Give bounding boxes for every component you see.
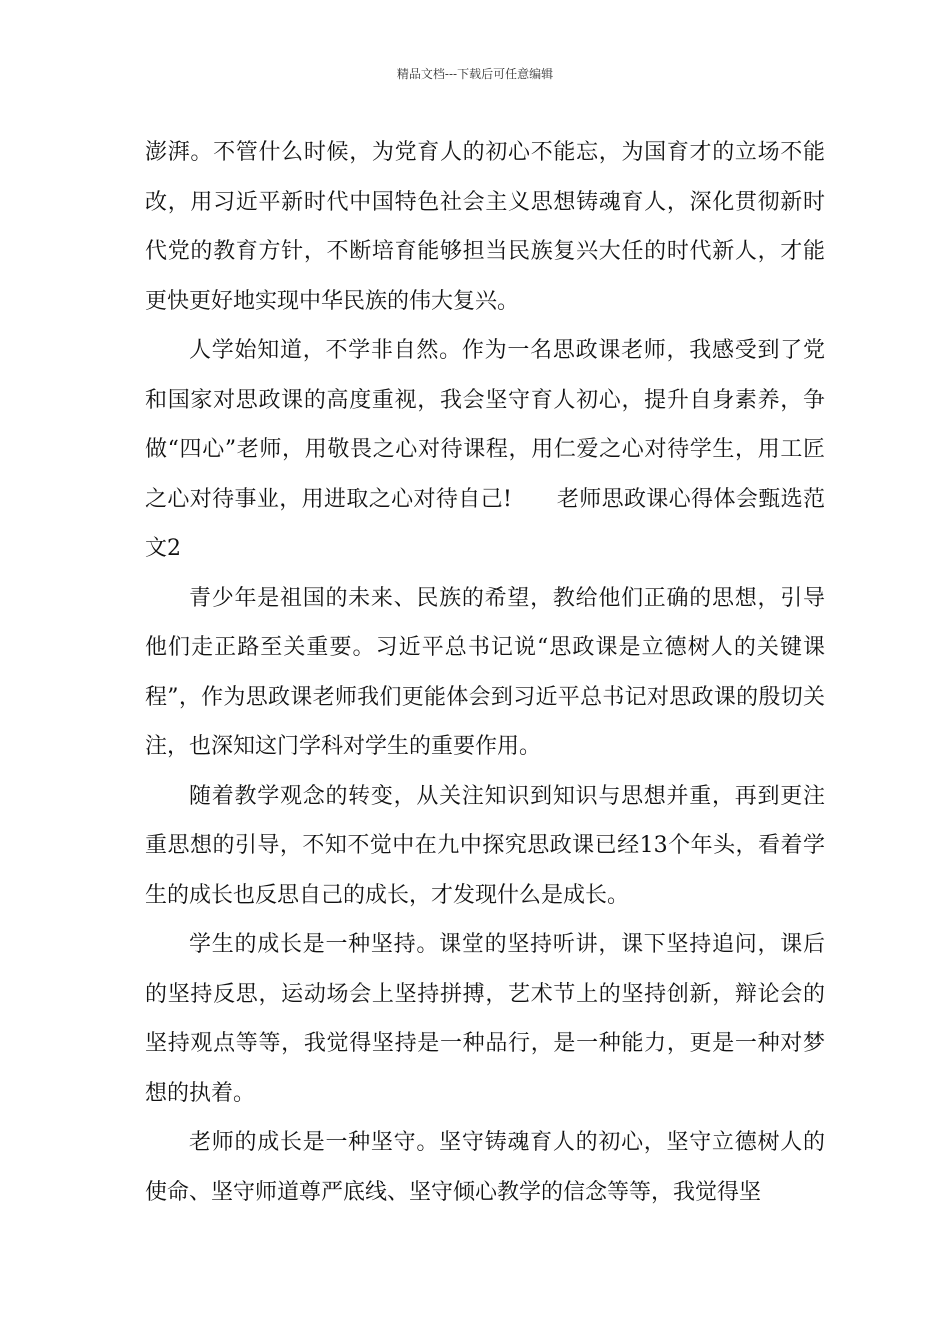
paragraph: 青少年是祖国的未来、民族的希望，教给他们正确的思想，引导他们走正路至关重要。习近平总书记说“思政课是立德树人的关键课程”，作为思政课老师我们更能体会到习近平总书记对思政课的殷切关注，也深知这门学科对学生的重要作用。 xyxy=(145,585,825,759)
page-header: 精品文档---下载后可任意编辑 xyxy=(396,67,554,81)
paragraph: 老师的成长是一种坚守。坚守铸魂育人的初心，坚守立德树人的使命、坚守师道尊严底线、坚守倾心教学的信念等等，我觉得坚 xyxy=(145,1130,825,1205)
paragraph: 澎湃。不管什么时候，为党育人的初心不能忘，为国育才的立场不能改，用习近平新时代中国特色社会主义思想铸魂育人，深化贯彻新时代党的教育方针，不断培育能够担当民族复兴大任的时代新人，才能更快更好地实现中华民族的伟大复兴。 xyxy=(145,140,825,314)
paragraph: 人学始知道，不学非自然。作为一名思政课老师，我感受到了党和国家对思政课的高度重视，我会坚守育人初心，提升自身素养，争做“四心”老师，用敬畏之心对待课程，用仁爱之心对待学生，用工匠之心对待事业，用进取之心对待自己! 老师思政课心得体会甄选范文2 xyxy=(145,338,825,561)
paragraph: 学生的成长是一种坚持。课堂的坚持听讲，课下坚持追问，课后的坚持反思，运动场会上坚持拼搏，艺术节上的坚持创新，辩论会的坚持观点等等，我觉得坚持是一种品行，是一种能力，更是一种对梦想的执着。 xyxy=(145,932,825,1106)
paragraph: 随着教学观念的转变，从关注知识到知识与思想并重，再到更注重思想的引导，不知不觉中在九中探究思政课已经13个年头，看着学生的成长也反思自己的成长，才发现什么是成长。 xyxy=(145,783,825,908)
document-body xyxy=(145,128,825,1217)
